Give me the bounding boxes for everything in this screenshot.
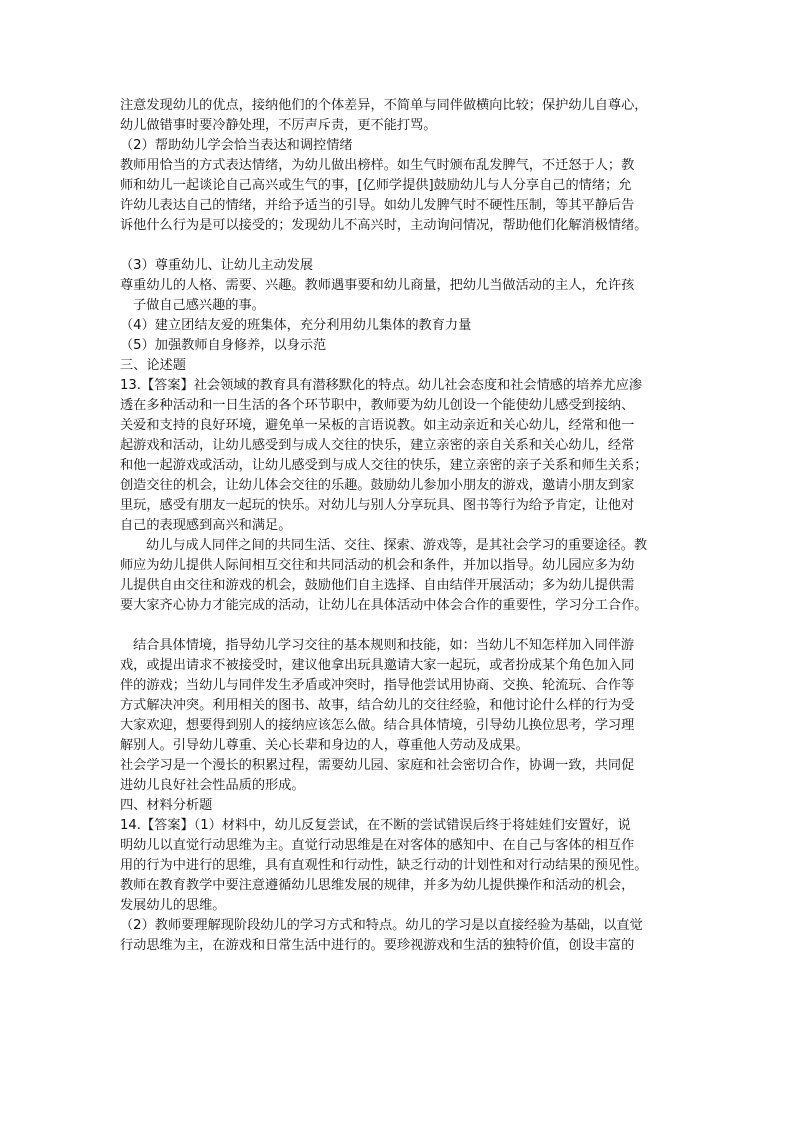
text-line: 发展幼儿的思维。 xyxy=(120,898,226,913)
text-line: 尊重幼儿的人格、需要、兴趣。教师遇事要和幼儿商量，把幼儿当做活动的主人，允许孩 xyxy=(120,278,635,293)
text-line: 儿提供自由交往和游戏的机会，鼓励他们自主选择、自由结伴开展活动；多为幼儿提供需 xyxy=(120,578,635,593)
text-line: 创造交往的机会，让幼儿体会交往的乐趣。鼓励幼儿参加小朋友的游戏，邀请小朋友到家 xyxy=(120,478,635,493)
paragraph-gap xyxy=(120,236,680,256)
answer-line: 13.【答案】社会领域的教育具有潜移默化的特点。幼儿社会态度和社会情感的培养尤应渗 xyxy=(120,378,643,393)
text-line: 透在多种活动和一日生活的各个环节职中，教师要为幼儿创设一个能使幼儿感受到接纳、 xyxy=(120,398,635,413)
text-line: 结合具体情境，指导幼儿学习交往的基本规则和技能，如：当幼儿不知怎样加入同伴游 xyxy=(133,638,635,653)
text-line: 里玩，感受有朋友一起玩的快乐。对幼儿与别人分享玩具、图书等行为给予肯定，让他对 xyxy=(120,498,635,513)
text-line: 师和幼儿一起谈论自己高兴或生气的事，[亿师学提供]鼓励幼儿与人分享自己的情绪；允 xyxy=(120,178,632,193)
text-line: 要大家齐心协力才能完成的活动，让幼儿在具体活动中体会合作的重要性，学习分工合作。 xyxy=(120,598,648,613)
document-body xyxy=(120,96,680,956)
text-line: 戏，或提出请求不被接受时，建议他拿出玩具邀请大家一起玩，或者扮成某个角色加入同 xyxy=(120,658,635,673)
text-line: 大家欢迎，想要得到别人的接纳应该怎么做。结合具体情境，引导幼儿换位思考，学习理 xyxy=(120,718,635,733)
text-line: 注意发现幼儿的优点，接纳他们的个体差异，不简单与同伴做横向比较；保护幼儿自尊心， xyxy=(120,98,648,113)
text-line: 行动思维为主，在游戏和日常生活中进行的。要珍视游戏和生活的独特价值，创设丰富的 xyxy=(120,938,635,953)
section-heading: （2）帮助幼儿学会恰当表达和调控情绪 xyxy=(120,138,353,153)
text-line: 自己的表现感到高兴和满足。 xyxy=(120,518,292,533)
section-heading: （4）建立团结友爱的班集体，充分利用幼儿集体的教育力量 xyxy=(120,318,472,333)
text-line: 社会学习是一个漫长的积累过程，需要幼儿园、家庭和社会密切合作，协调一致，共同促 xyxy=(120,758,635,773)
text-line: 子做自己感兴趣的事。 xyxy=(133,298,265,313)
text-line: 伴的游戏；当幼儿与同伴发生矛盾或冲突时，指导他尝试用协商、交换、轮流玩、合作等 xyxy=(120,678,635,693)
text-line: 明幼儿以直觉行动思维为主。直觉行动思维是在对客体的感知中、在自己与客体的相互作 xyxy=(120,838,635,853)
text-line: 关爱和支持的良好环境，避免单一呆板的言语说教。如主动亲近和关心幼儿，经常和他一 xyxy=(120,418,635,433)
paragraph-gap xyxy=(120,616,680,636)
text-line: （2）教师要理解现阶段幼儿的学习方式和特点。幼儿的学习是以直接经验为基础，以直觉 xyxy=(120,918,643,933)
section-heading: （3）尊重幼儿、让幼儿主动发展 xyxy=(120,258,314,273)
part-heading: 四、材料分析题 xyxy=(120,798,213,813)
text-line: 和他一起游戏或活动，让幼儿感受到与成人交往的快乐，建立亲密的亲子关系和师生关系； xyxy=(120,458,648,473)
text-line: 师应为幼儿提供人际间相互交往和共同活动的机会和条件，并加以指导。幼儿园应多为幼 xyxy=(120,558,635,573)
text-line: 进幼儿良好社会性品质的形成。 xyxy=(120,778,305,793)
text-line: 方式解决冲突。利用相关的图书、故事，结合幼儿的交往经验，和他讨论什么样的行为受 xyxy=(120,698,635,713)
text-line: 许幼儿表达自己的情绪，并给予适当的引导。如幼儿发脾气时不硬性压制，等其平静后告 xyxy=(120,198,635,213)
text-line: 诉他什么行为是可以接受的；发现幼儿不高兴时，主动询问情况，帮助他们化解消极情绪。 xyxy=(120,218,648,233)
part-heading: 三、论述题 xyxy=(120,358,186,373)
answer-line: 14.【答案】（1）材料中，幼儿反复尝试，在不断的尝试错误后终于将娃娃们安置好，说 xyxy=(120,818,631,833)
text-line: 用的行为中进行的思维，具有直观性和行动性，缺乏行动的计划性和对行动结果的预见性。 xyxy=(120,858,648,873)
text-line: 教师用恰当的方式表达情绪，为幼儿做出榜样。如生气时颁布乱发脾气，不迁怒于人；教 xyxy=(120,158,635,173)
text-line: 教师在教育教学中要注意遵循幼儿思维发展的规律，并多为幼儿提供操作和活动的机会， xyxy=(120,878,635,893)
text-line: 幼儿做错事时要冷静处理，不厉声斥责，更不能打骂。 xyxy=(120,118,437,133)
text-line: 解别人。引导幼儿尊重、关心长辈和身边的人，尊重他人劳动及成果。 xyxy=(120,738,529,753)
text-line: 幼儿与成人同伴之间的共同生活、交往、探索、游戏等，是其社会学习的重要途径。教 xyxy=(146,538,648,553)
section-heading: （5）加强教师自身修养，以身示范 xyxy=(120,338,327,353)
text-line: 起游戏和活动，让幼儿感受到与成人交往的快乐，建立亲密的亲自关系和关心幼儿，经常 xyxy=(120,438,635,453)
